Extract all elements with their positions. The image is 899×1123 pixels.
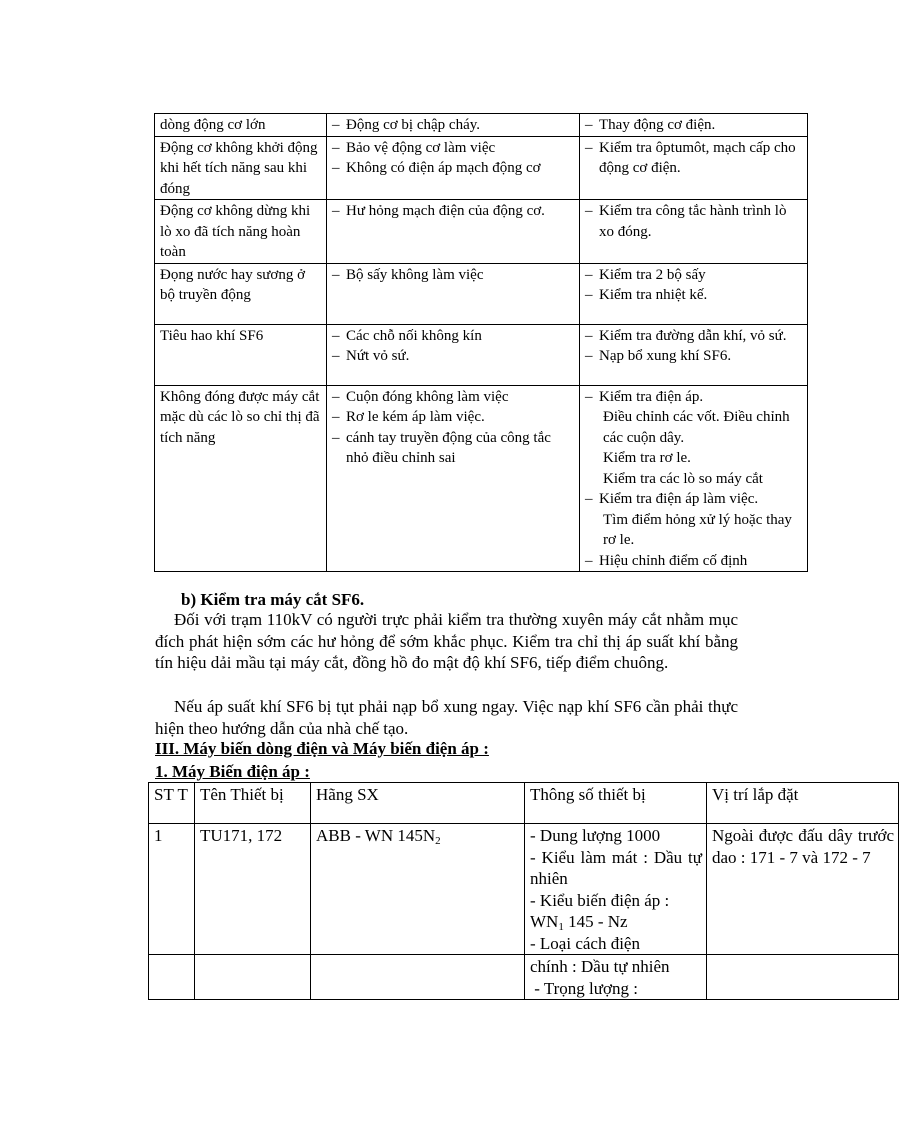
action-item: – Kiểm tra 2 bộ sấy [585,265,803,286]
device-name-cell [195,955,311,1000]
fault-cell: Tiêu hao khí SF6 [155,324,327,385]
fault-cell: Động cơ không dừng khi lò xo đã tích năng hoàn toàn [155,200,327,264]
section-3-1-heading: 1. Máy Biến điện áp : [155,762,310,781]
spec-line: - Trọng lượng : [530,978,638,998]
paragraph: Nếu áp suất khí SF6 bị tụt phải nạp bổ xung ngay. Việc nạp khí SF6 cần phải thực hiện theo hướng dẫn của nhà chế tạo. [155,697,738,738]
cause-item: – Các chỗ nối không kín [332,326,575,347]
action-line: Điều chỉnh các vốt. Điều chỉnh các cuộn dây. [603,409,790,446]
troubleshooting-table [154,113,808,572]
action-lead: Kiểm tra điện áp làm việc. [599,491,759,507]
spec-cell [525,955,707,1000]
table-row [149,824,899,955]
spec-line: - Loại cách điện [530,933,640,953]
cause-item: – Bảo vệ động cơ làm việc [332,138,575,159]
spec-line: chính : Dầu tự nhiên [530,957,670,976]
fault-cell: Đọng nước hay sương ở bộ truyền động [155,263,327,324]
spec-text: 145 - Nz [563,912,628,931]
header-specs: Thông số thiết bị [525,783,707,824]
cause-item: – Bộ sấy không làm việc [332,265,575,286]
action-cell [580,263,808,324]
device-name-cell: TU171, 172 [195,824,311,955]
spec-cell [525,824,707,955]
location-cell [707,955,899,1000]
stt-cell [149,955,195,1000]
action-cell [580,136,808,200]
stt-cell: 1 [149,824,195,955]
action-cell [580,200,808,264]
cause-cell [327,200,580,264]
cause-cell [327,114,580,137]
action-item [585,387,803,490]
manufacturer-cell [311,955,525,1000]
table-row [155,385,808,572]
action-cell [580,385,808,572]
section-3-heading: III. Máy biến dòng điện và Máy biến điện áp : [155,739,489,758]
action-item: – Kiểm tra nhiệt kế. [585,285,803,306]
section-b-heading: b) Kiểm tra máy cắt SF6. [181,590,365,609]
header-location: Vị trí lắp đặt [707,783,899,824]
cause-item: – Hư hỏng mạch điện của động cơ. [332,201,575,222]
action-line: Kiểm tra rơ le. [603,450,691,466]
action-item: – Kiểm tra công tắc hành trình lò xo đóng. [585,201,803,242]
action-item [585,489,803,551]
cause-item: – Cuộn đóng không làm việc [332,387,575,408]
manufacturer-text: ABB - WN 145N [316,826,436,845]
action-item: – Nạp bổ xung khí SF6. [585,346,803,367]
cause-cell [327,385,580,572]
manufacturer-subscript: 2 [435,835,441,847]
action-lead: Kiểm tra điện áp. [599,388,704,405]
spec-subscript: 1 [558,921,564,933]
table-row [149,955,899,1000]
header-stt: ST T [149,783,195,824]
table-row [155,200,808,264]
cause-item: – Động cơ bị chập cháy. [332,115,575,136]
header-device-name: Tên Thiết bị [195,783,311,824]
action-item: – Thay động cơ điện. [585,115,803,136]
spec-line [530,911,702,933]
spec-line: - Kiểu làm mát : Dầu tự nhiên [530,847,702,888]
spec-line: - Dung lượng 1000 [530,826,661,845]
action-line: Kiểm tra các lò so máy cắt [603,470,763,487]
fault-cell: dòng động cơ lớn [155,114,327,137]
action-cell [580,114,808,137]
table-row [155,136,808,200]
cause-item: – cánh tay truyền động của công tắc nhỏ điều chỉnh sai [332,428,575,469]
cause-cell [327,136,580,200]
action-item: – Kiểm tra ôptumôt, mạch cấp cho động cơ điện. [585,138,803,179]
manufacturer-cell [311,824,525,955]
table-header-row [149,783,899,824]
spec-text: WN [530,912,559,931]
equipment-table [148,782,899,1000]
action-item: – Kiểm tra đường dẫn khí, vỏ sứ. [585,326,803,347]
action-cell [580,324,808,385]
spec-line: - Kiểu biến điện áp : [530,890,670,910]
cause-item: – Rơ le kém áp làm việc. [332,407,575,428]
header-manufacturer: Hãng SX [311,783,525,824]
paragraph: Đối với trạm 110kV có người trực phải kiểm tra thường xuyên máy cắt nhằm mục đích phát hiện sớm các hư hỏng để sớm khắc phục. Kiểm tra chỉ thị áp suất khí bằng tín hiệu dải mầu tại máy cắt, đồng hồ đo mật độ khí SF6, tiếp điểm chuông. [155,610,738,672]
cause-cell [327,324,580,385]
cause-cell [327,263,580,324]
cause-item: – Nứt vỏ sứ. [332,346,575,367]
table-row [155,263,808,324]
fault-cell: Động cơ không khởi động khi hết tích năng sau khi đóng [155,136,327,200]
table-row [155,114,808,137]
action-item: – Hiệu chỉnh điểm cố định [585,551,803,572]
table-row [155,324,808,385]
fault-cell: Không đóng được máy cắt mặc dù các lò so chỉ thị đã tích năng [155,385,327,572]
cause-item: – Không có điện áp mạch động cơ [332,158,575,179]
location-cell: Ngoài được đấu dây trước dao : 171 - 7 và 172 - 7 [707,824,899,955]
action-line: Tìm điểm hỏng xử lý hoặc thay rơ le. [603,511,792,548]
equipment-table-container [148,782,894,1002]
